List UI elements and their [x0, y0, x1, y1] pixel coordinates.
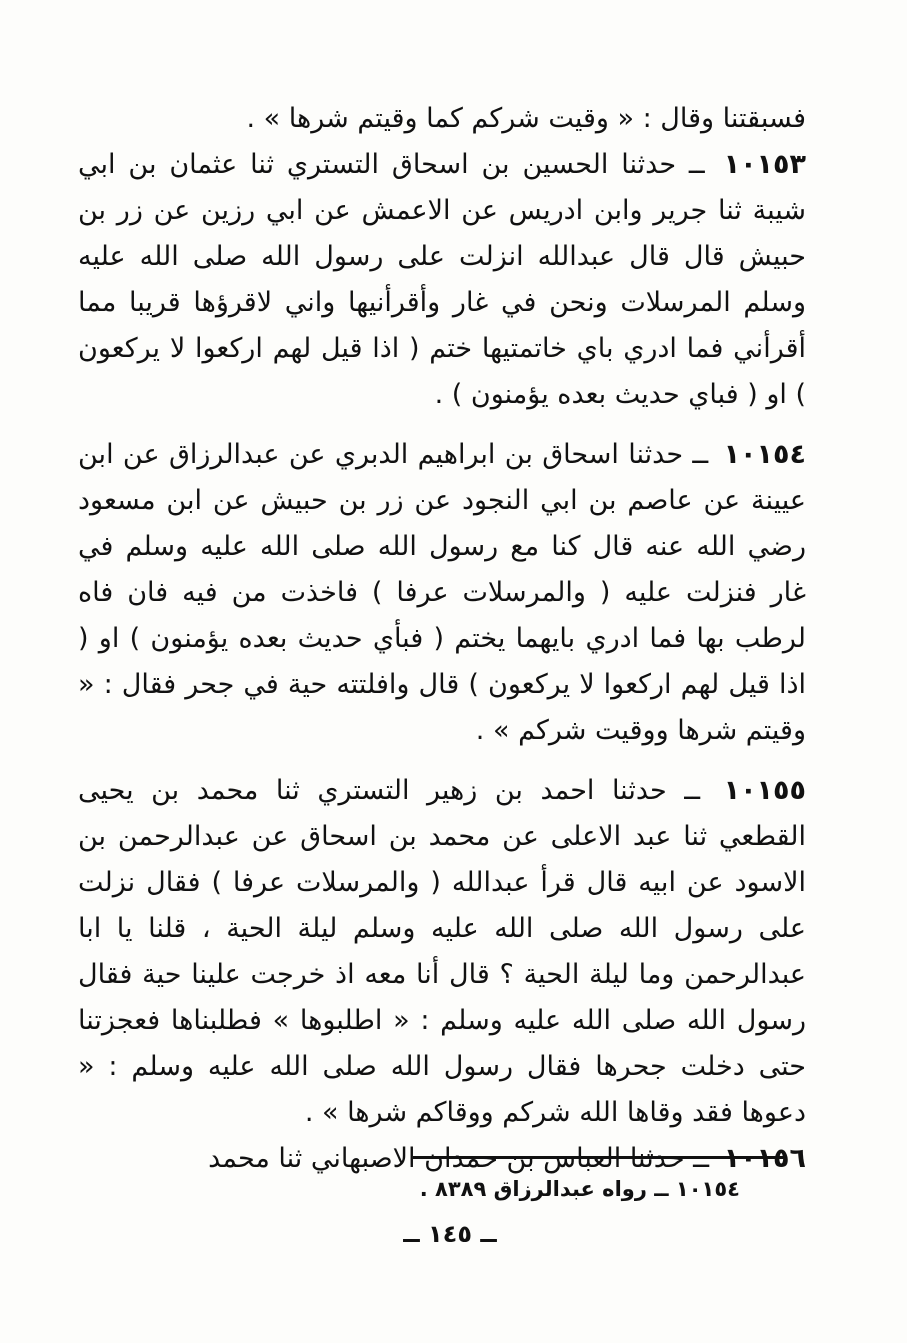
paragraph-text: ــ حدثنا احمد بن زهير التستري ثنا محمد بن يحيى القطعي ثنا عبد الاعلى عن محمد بن اسحاق عن عبدالرحمن بن الاسود عن ابيه قال قرأ عبدالله ( والمرسلات عرفا ) فقال نزلت على رسول الله صلى الله عليه وسلم ليلة الحية ، قلنا يا ابا عبدالرحمن وما ليلة الحية ؟ قال أنا معه اذ خرجت علينا حية فقال رسول الله صلى الله عليه وسلم : « اطلبوها » فطلبناها فعجزتنا حتى دخلت جحرها فقال رسول الله صلى الله عليه وسلم : « دعوها فقد وقاها الله شركم ووقاكم شرها » . — [78, 775, 806, 1128]
paragraph-text: فسبقتنا وقال : « وقيت شركم كما وقيتم شرها » . — [246, 103, 806, 134]
hadith-number: ١٠١٥٦ — [723, 1143, 806, 1174]
paragraph-text: ــ حدثنا اسحاق بن ابراهيم الدبري عن عبدالرزاق عن ابن عيينة عن عاصم بن ابي النجود عن زر بن حبيش عن ابن مسعود رضي الله عنه قال كنا مع رسول الله صلى الله عليه وسلم في غار فنزلت عليه ( والمرسلات عرفا ) فاخذت من فيه فان فاه لرطب بها فما ادري بايهما يختم ( فبأي حديث بعده يؤمنون ) او ( اذا قيل لهم اركعوا لا يركعون ) قال وافلتته حية في جحر فقال : « وقيتم شرها ووقيت شركم » . — [78, 439, 806, 746]
hadith-paragraph-10155 — [78, 768, 806, 1136]
footnote: ١٠١٥٤ ــ رواه عبدالرزاق ٨٣٨٩ . — [419, 1177, 740, 1201]
hadith-paragraph-10154 — [78, 432, 806, 754]
main-text — [78, 96, 806, 1182]
hadith-number: ١٠١٥٤ — [723, 439, 806, 470]
paragraph-text: ــ حدثنا العباس بن حمدان الاصبهاني ثنا محمد — [208, 1143, 709, 1174]
hadith-number: ١٠١٥٣ — [723, 149, 806, 180]
footnote-divider — [413, 1156, 783, 1159]
hadith-paragraph-10153 — [78, 142, 806, 418]
hadith-number: ١٠١٥٥ — [723, 775, 806, 806]
page-number: ــ ١٤٥ ــ — [403, 1220, 497, 1248]
paragraph-text: ــ حدثنا الحسين بن اسحاق التستري ثنا عثمان بن ابي شيبة ثنا جرير وابن ادريس عن الاعمش عن ابي رزين عن زر بن حبيش قال قال عبدالله انزلت على رسول الله صلى الله عليه وسلم المرسلات ونحن في غار وأقرأنيها واني لاقرؤها قريبا مما أقرأني فما ادري باي خاتمتيها ختم ( اذا قيل لهم اركعوا لا يركعون ) او ( فباي حديث بعده يؤمنون ) . — [78, 149, 806, 410]
paragraph-continuation — [78, 96, 806, 142]
